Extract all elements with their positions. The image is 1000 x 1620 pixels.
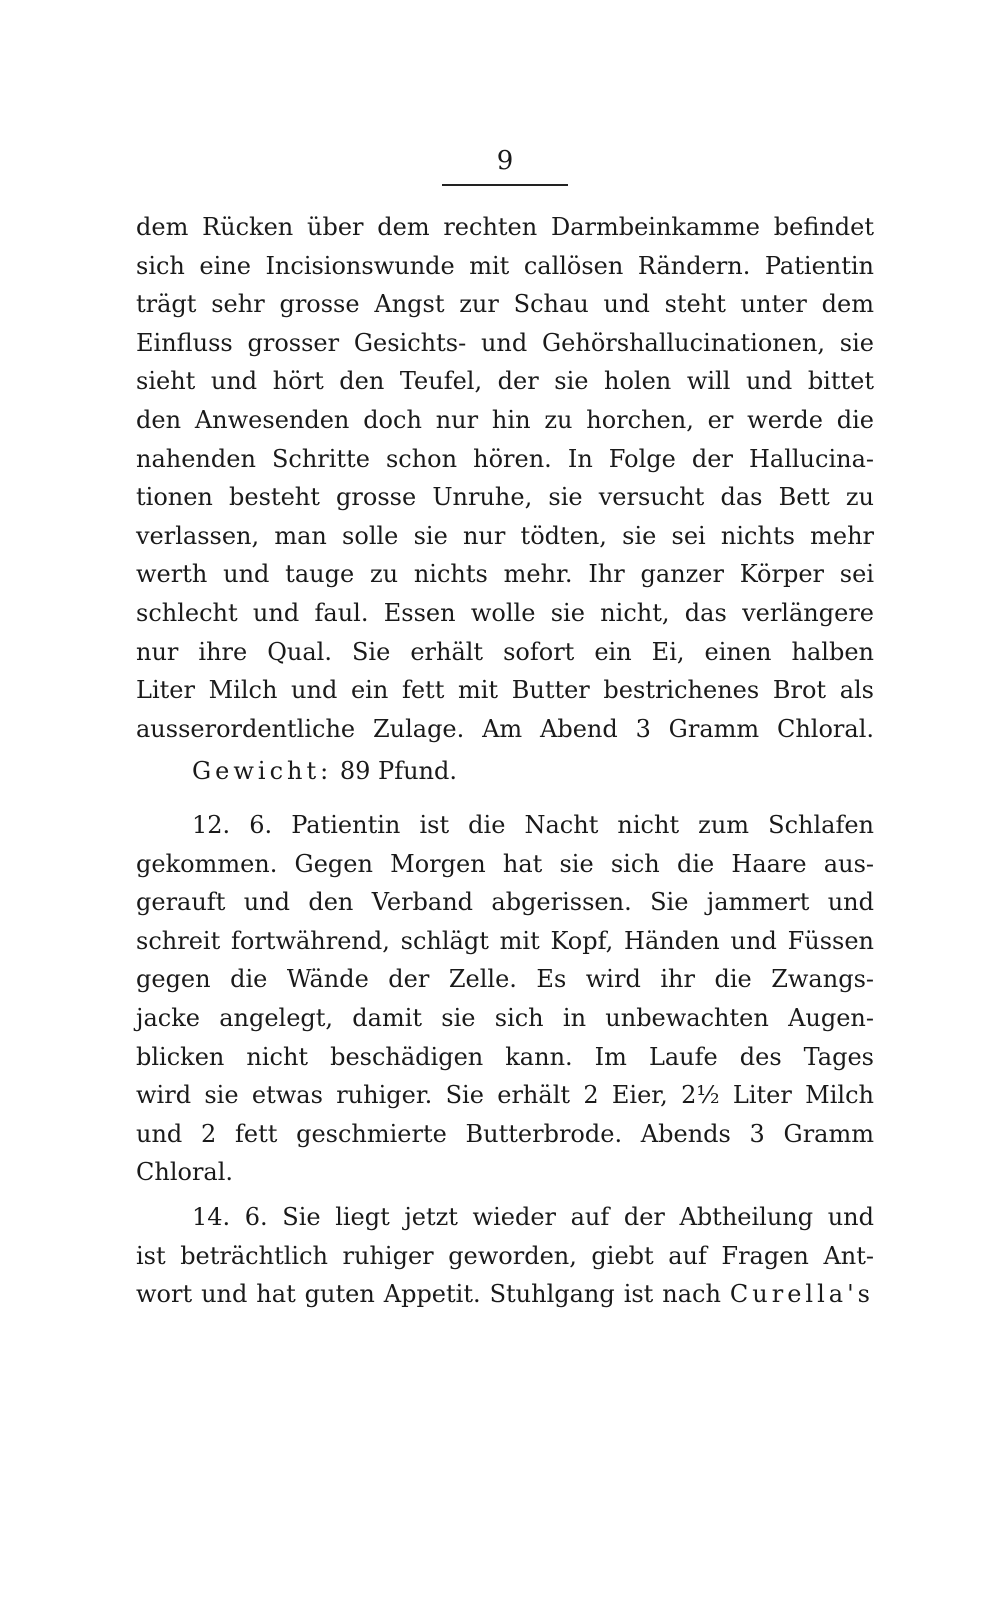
- text-line: gekommen. Gegen Morgen hat sie sich die Haare aus-: [136, 849, 874, 878]
- text-line: schlecht und faul. Essen wolle sie nicht, das verlängere: [136, 598, 874, 627]
- text-line: wird sie etwas ruhiger. Sie erhält 2 Eier, 2½ Liter Milch: [136, 1081, 874, 1110]
- text-line-final: [136, 1275, 874, 1314]
- text-line: sich eine Incisionswunde mit callösen Rändern. Patientin: [136, 251, 874, 280]
- text-line: sieht und hört den Teufel, der sie holen will und bittet: [136, 367, 874, 396]
- text-line: 14. 6. Sie liegt jetzt wieder auf der Abtheilung und: [192, 1203, 874, 1231]
- text-line: und 2 fett geschmierte Butterbrode. Abends 3 Gramm: [136, 1119, 874, 1148]
- text-line: den Anwesenden doch nur hin zu horchen, er werde die: [136, 405, 874, 434]
- text-line: gerauft und den Verband abgerissen. Sie jammert und: [136, 888, 874, 917]
- text-line: nur ihre Qual. Sie erhält sofort ein Ei, einen halben: [136, 637, 874, 666]
- text-line: 12. 6. Patientin ist die Nacht nicht zum Schlafen: [192, 811, 874, 839]
- text-line: Einfluss grosser Gesichts- und Gehörshallucinationen, sie: [136, 328, 874, 357]
- text-line: jacke angelegt, damit sie sich in unbewachten Augen-: [136, 1003, 874, 1032]
- paragraph-1: [136, 208, 874, 748]
- text-line: schreit fortwährend, schlägt mit Kopf, Händen und Füssen: [136, 926, 874, 955]
- text-line: gegen die Wände der Zelle. Es wird ihr die Zwangs-: [136, 965, 874, 994]
- text-line: nahenden Schritte schon hören. In Folge der Hallucina-: [136, 444, 874, 473]
- text-line: trägt sehr grosse Angst zur Schau und steht unter dem: [136, 290, 874, 319]
- text-line: Liter Milch und ein fett mit Butter bestrichenes Brot als: [136, 676, 874, 705]
- text-line: dem Rücken über dem rechten Darmbeinkamme befindet: [136, 213, 874, 241]
- text-fragment: wort und hat guten Appetit. Stuhlgang ist nach: [136, 1280, 721, 1309]
- text-line: ist beträchtlich ruhiger geworden, giebt auf Fragen Ant-: [136, 1241, 874, 1270]
- text-line: ausserordentliche Zulage. Am Abend 3 Gramm Chloral.: [136, 714, 874, 743]
- text-line: blicken nicht beschädigen kann. Im Laufe des Tages: [136, 1042, 874, 1071]
- paragraph-entry-14-6: [136, 1198, 874, 1314]
- paragraph-entry-12-6: [136, 806, 874, 1192]
- weight-line: [136, 752, 874, 791]
- author-name: Curella's: [729, 1280, 874, 1309]
- weight-value: 89 Pfund.: [339, 757, 457, 785]
- weight-label: Gewicht:: [192, 757, 333, 785]
- text-line: verlassen, man solle sie nur tödten, sie sei nichts mehr: [136, 521, 874, 550]
- text-line: werth und tauge zu nichts mehr. Ihr ganzer Körper sei: [136, 560, 874, 589]
- weight-entry: [136, 752, 874, 791]
- text-line: tionen besteht grosse Unruhe, sie versucht das Bett zu: [136, 483, 874, 512]
- page-number: 9: [496, 146, 514, 176]
- text-line: Chloral.: [136, 1158, 234, 1187]
- page-number-rule: [442, 184, 568, 186]
